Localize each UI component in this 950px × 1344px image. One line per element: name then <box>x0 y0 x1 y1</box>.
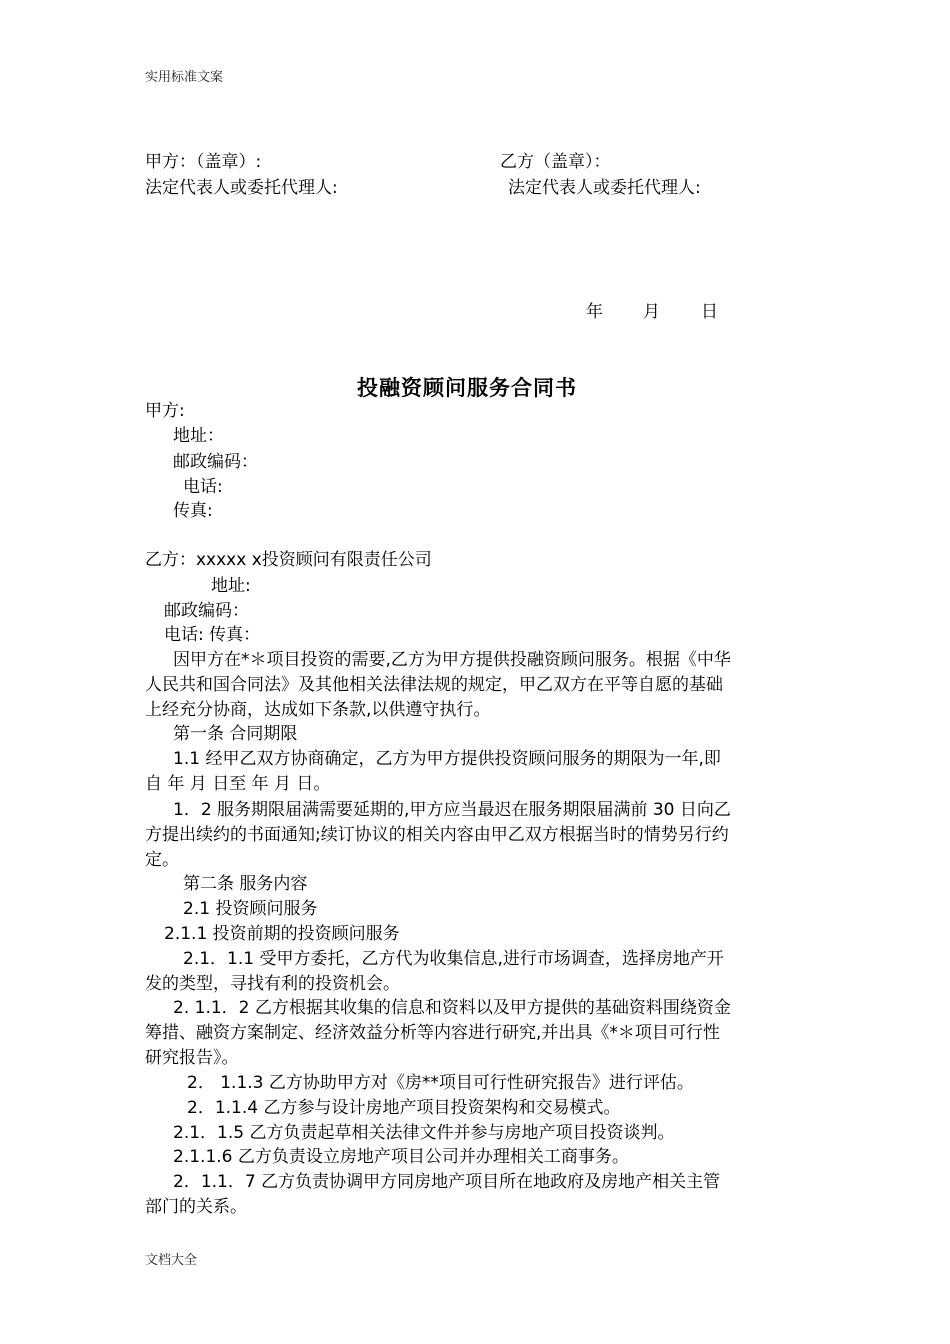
party-a-label: 甲方: <box>145 401 185 421</box>
section-2-1: 2.1 投资顾问服务 <box>183 899 318 919</box>
party-a-representative: 法定代表人或委托代理人: <box>145 178 338 198</box>
party-a-seal: 甲方：（盖章）: <box>145 152 262 172</box>
clause-1-1-line: 1.1 经甲乙双方协商确定，乙方为甲方提供投资顾问服务的期限为一年,即 <box>173 749 721 769</box>
clause-2-1-1-4: 2．1.1.4 乙方参与设计房地产项目投资架构和交易模式。 <box>187 1098 621 1118</box>
party-b-postcode: 邮政编码： <box>164 601 249 621</box>
clause-2-1-1-2-line: 筹措、融资方案制定、经济效益分析等内容进行研究,并出具《*＊项目可行性 <box>145 1023 720 1043</box>
clause-2-1-1-2-line: 2. 1.1．2 乙方根据其收集的信息和资料以及甲方提供的基础资料围绕资金 <box>173 998 731 1018</box>
date-day: 日 <box>701 302 718 322</box>
clause-2-1-1-2-line: 研究报告》。 <box>145 1048 239 1068</box>
intro-line: 因甲方在*＊项目投资的需要,乙方为甲方提供投融资顾问服务。根据《中华 <box>173 650 731 670</box>
clause-2-1-1-1-line: 发的类型，寻找有利的投资机会。 <box>145 974 400 994</box>
clause-2-1-1-7-line: 2．1.1．7 乙方负责协调甲方同房地产项目所在地政府及房地产相关主管 <box>173 1172 721 1192</box>
clause-1-2-line: 定。 <box>145 850 179 870</box>
party-a-phone: 电话: <box>183 477 223 497</box>
article-1-title: 第一条 合同期限 <box>173 724 298 744</box>
party-b-seal: 乙方（盖章）： <box>500 152 611 172</box>
clause-1-1-line: 自 年 月 日至 年 月 日。 <box>145 774 331 794</box>
party-b-phone-fax: 电话: 传真： <box>164 625 261 645</box>
clause-2-1-1-5: 2.1．1.5 乙方负责起草相关法律文件并参与房地产项目投资谈判。 <box>173 1123 675 1143</box>
party-a-fax: 传真: <box>173 501 213 521</box>
party-a-postcode: 邮政编码： <box>173 452 258 472</box>
party-a-address: 地址： <box>173 426 224 446</box>
page-footer: 文档大全 <box>145 1253 198 1268</box>
party-b-representative: 法定代表人或委托代理人: <box>508 178 701 198</box>
clause-1-2-line: 方提出续约的书面通知;续订协议的相关内容由甲乙双方根据当时的情势另行约 <box>145 825 729 845</box>
date-month: 月 <box>643 302 660 322</box>
clause-1-2-line: 1．2 服务期限届满需要延期的,甲方应当最迟在服务期限届满前 30 日向乙 <box>173 800 731 820</box>
intro-line: 上经充分协商，达成如下条款,以供遵守执行。 <box>145 700 491 720</box>
clause-2-1-1-7-line: 部门的关系。 <box>145 1197 247 1217</box>
clause-2-1-1-6: 2.1.1.6 乙方负责设立房地产项目公司并办理相关工商事务。 <box>173 1147 629 1167</box>
party-b-label: 乙方：xxxxx x投资顾问有限责任公司 <box>145 550 432 570</box>
clause-2-1-1-3: 2． 1.1.3 乙方协助甲方对《房**项目可行性研究报告》进行评估。 <box>187 1073 694 1093</box>
clause-2-1-1-1-line: 2.1．1.1 受甲方委托，乙方代为收集信息,进行市场调查，选择房地产开 <box>183 949 724 969</box>
intro-line: 人民共和国合同法》及其他相关法律法规的规定，甲乙双方在平等自愿的基础 <box>145 675 723 695</box>
party-b-address: 地址: <box>211 576 251 596</box>
date-year: 年 <box>586 302 603 322</box>
section-2-1-1: 2.1.1 投资前期的投资顾问服务 <box>164 924 400 944</box>
page-header: 实用标准文案 <box>145 70 224 85</box>
article-2-title: 第二条 服务内容 <box>183 874 308 894</box>
document-title: 投融资顾问服务合同书 <box>357 376 577 400</box>
